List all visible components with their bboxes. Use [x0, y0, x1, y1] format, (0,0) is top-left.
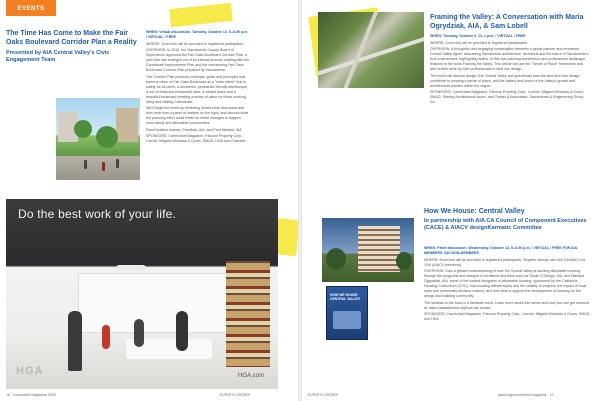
tree	[396, 252, 412, 270]
how-we-house-book-cover	[326, 286, 368, 340]
left-page-number: 16	[6, 393, 10, 397]
office-wall	[78, 273, 230, 333]
pedestrian	[102, 162, 105, 171]
fair-oaks-overview: OVERVIEW: In 2015, the Sacramento County Board of Supervisors approved the Fair Oaks Boulevard Corridor Plan, a plan that has emerged out of an intense process starting with the Carmichael Improvement Plan and the overarching Fair Oaks Boulevard Corridor Plan prepared by Sacramento.	[146, 48, 250, 72]
hga-advertisement	[6, 199, 278, 389]
right-publication: aiacv.org/connected-magazine	[498, 393, 547, 397]
framing-valley-paragraph-2: The event will discuss design, the Central Valley and specifically how the land and how design contribute to creating a sense of place, and the history and future of the Valley's growth and architectural practice within the region.	[430, 73, 580, 88]
framing-valley-body	[430, 34, 590, 107]
how-we-house-where: WHERE: Zoom link will be provided to registered participants. Register directly with AIA CA/AIACV by 10/9 (AIACV members).	[424, 257, 586, 267]
road	[318, 30, 424, 77]
framing-valley-overview: OVERVIEW: A thoughtful and engaging conversation between a global planner and renowned Central Valley figure, discussing Sacramento architecture, architects and the future of Sacramento's built environment, highlighting author of this eye-catching architecture and professional landscape featured in the book Framing the Valley. This article will use the "Sense of Place" framework and also review work by both professionals in land use design.	[430, 47, 589, 71]
hga-logo: HGA	[16, 365, 44, 377]
fair-oaks-paragraph-2: The Corridor Plan presents concepts, goals and principles that frame a vision of Fair Oaks Boulevard as a "main street" that is safety for all users, a wonderful, pedestrian-friendly streetscape, a mix of retail and residential uses, a vibrant place and a beautiful boulevard creating a sense of place for those working, living and visiting Carmichael.	[146, 74, 248, 104]
fair-oaks-where: WHERE: Zoom link will be provided to registered participants.	[146, 41, 245, 46]
ad-tagline: Do the best work of your life.	[18, 207, 177, 221]
ad-url[interactable]: HGA.com	[237, 373, 264, 379]
how-we-house-body	[424, 246, 590, 324]
pedestrian	[84, 160, 87, 169]
left-folio	[6, 393, 56, 397]
ceiling-light	[116, 265, 146, 271]
road	[339, 12, 380, 88]
fair-oaks-body	[146, 30, 250, 146]
book-cover-image	[333, 311, 361, 329]
apartment-building	[358, 226, 400, 272]
framing-valley-when: WHEN: Tuesday, October 6, 12–1 p.m. / VIRTUAL / FREE	[430, 34, 526, 38]
how-we-house-paragraph-2: The webinar in the book is a fantastic event. Learn more about this series and how you can get involved at: https://aiacalifornia.org/how-we-house/	[424, 300, 590, 310]
left-page	[0, 0, 298, 401]
right-page	[302, 0, 600, 401]
right-page-number: 17	[549, 393, 554, 397]
person-seated	[176, 311, 188, 351]
street-rendering-image	[56, 98, 140, 180]
tree	[326, 248, 346, 270]
right-section-label: EVENTS CENTER	[308, 393, 339, 397]
framing-valley-sponsors: SPONSORS: Carmichael Magazine, Falcone Property Corp., Lincoln, Milgard Windows & Doors, SMUD, Stanley Architectural Assoc. and Timber & Associates, Sacramento & Engineering Group, Inc.	[430, 90, 585, 104]
housing-building-image	[322, 218, 414, 282]
framing-valley-where: WHERE: Zoom link will be provided to registered participants.	[430, 40, 529, 45]
framing-valley-title: Framing the Valley: A Conversation with Maria Ogrydziak, AIA, & Sam Lobell	[430, 14, 584, 30]
events-tab: EVENTS	[6, 0, 56, 16]
pedestrian	[116, 159, 119, 168]
aerial-valley-image	[318, 12, 424, 88]
tree	[96, 126, 118, 148]
left-section-label: EVENTS CENTER	[220, 393, 251, 397]
left-publication: Connected Magazine 2020	[13, 393, 56, 397]
person-seated	[102, 325, 110, 349]
fair-oaks-subtitle: Presented by AIA Central Valley's Civic Engagement Team	[6, 50, 110, 63]
fair-oaks-paragraph-3: We'll begin the event by reviewing what's been discussed and then hear from a panel of leaders on the topic, and discuss what the planning effort could mean for these changes to happen more easily and affordable communities.	[146, 106, 249, 125]
person-seated	[134, 319, 144, 347]
right-folio	[498, 393, 554, 397]
how-we-house-subtitle: In partnership with AIA CA Council of Component Executives (CACE) & AIACV designKarmatic Committee	[424, 218, 587, 231]
book-title: HOW WE HOUSE CENTRAL VALLEY	[330, 293, 361, 302]
how-we-house-sponsors: SPONSORS: Carmichael Magazine, Falcone Property Corp., Lincoln, Milgard Windows & Doors, SMUD and HGA	[424, 312, 590, 321]
how-we-house-title: How We House: Central Valley	[424, 208, 525, 215]
fair-oaks-when: WHEN: Virtual discussion, Tuesday, October 13, 5–6:30 p.m. / VIRTUAL / FREE	[146, 30, 249, 39]
person-standing	[68, 311, 82, 371]
how-we-house-overview: OVERVIEW: Gain a greater understanding of how the Central Valley is tackling affordable housing through the programs and designs of architects and firms such as Studio 3 Design, AIA, and Mariana Ogrydziak, AIA, some of the central designers of affordable housing, sponsored by the California Housing Consortium (CHC), how housing affects equity and the viability of projects, the impact of local rules and community decision makers, and how best to support the development of housing for the design and building community.	[424, 269, 587, 298]
fair-oaks-panel: Event leaders include: Panelists, AIA, and Fred Nieland, AIA	[146, 127, 242, 132]
building-right	[116, 108, 138, 142]
bookshelf	[226, 261, 270, 367]
tree	[74, 120, 92, 138]
yellow-accent-top	[169, 3, 233, 27]
how-we-house-when: WHEN: Panel discussion, Wednesday, October 14, 5–6:30 p.m. / VIRTUAL / FREE FOR AIA MEMBERS, $10 NON-MEMBERS	[424, 246, 578, 255]
fair-oaks-title: The Time Has Come to Make the Fair Oaks Boulevard Corridor Plan a Reality	[6, 30, 137, 46]
fair-oaks-sponsors: SPONSORS: Carmichael Magazine, Falcone Property Corp., Lincoln, Milgard Windows & Doors, SMUD, HGA and Chamber	[146, 134, 246, 143]
